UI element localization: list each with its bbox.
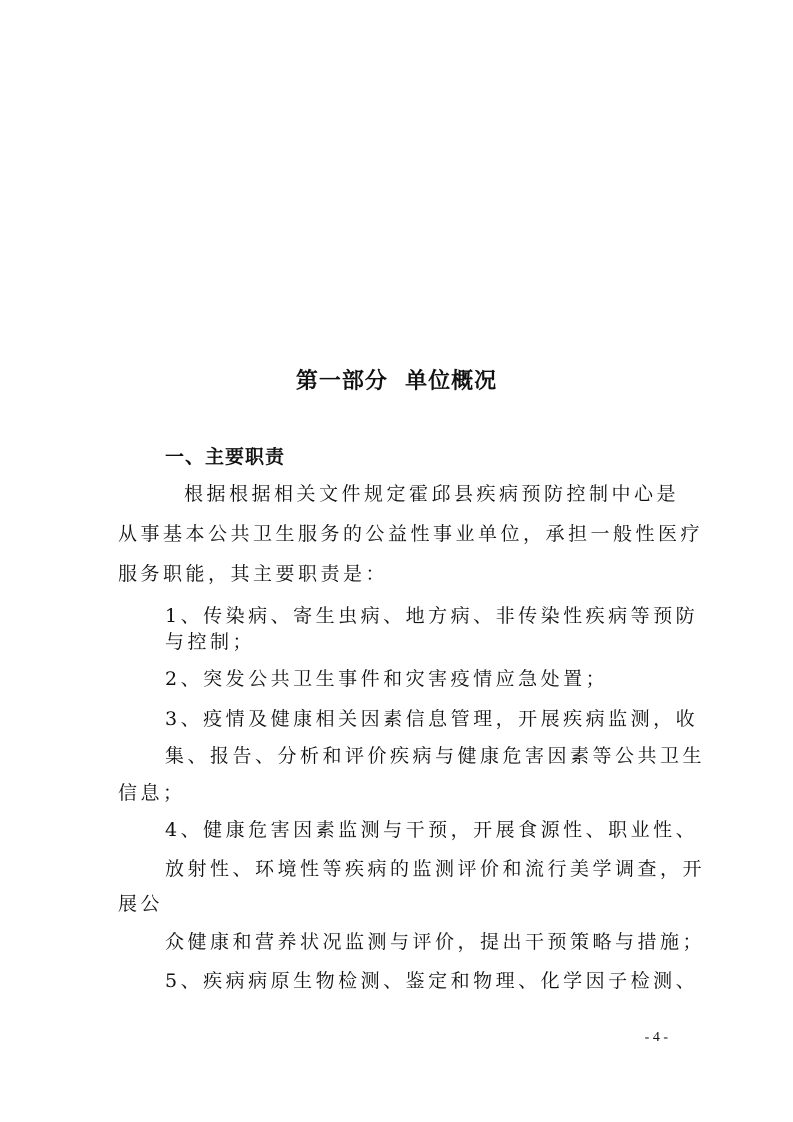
body-line-2: 从事基本公共卫生服务的公益性事业单位，承担一般性医疗	[118, 523, 704, 545]
list-item-3-line-2: 集、报告、分析和评价疾病与健康危害因素等公共卫生	[165, 745, 706, 767]
list-item-3-line-1: 3、疫情及健康相关因素信息管理，开展疾病监测，收	[165, 708, 699, 730]
list-item-5-line-1: 5、疾病病原生物检测、鉴定和物理、化学因子检测、	[165, 970, 699, 992]
list-item-4-line-2: 放射性、环境性等疾病的监测评价和流行美学调查，开	[165, 858, 706, 880]
page-number: - 4 -	[644, 1030, 668, 1045]
list-item-1-line-2: 与控制；	[165, 631, 256, 653]
list-item-4-line-4: 众健康和营养状况监测与评价，提出干预策略与措施；	[165, 931, 706, 953]
body-line-3: 服务职能，其主要职责是：	[118, 563, 389, 585]
list-item-2: 2、突发公共卫生事件和灾害疫情应急处置；	[165, 668, 609, 690]
section-heading: 一、主要职责	[165, 446, 286, 468]
list-item-4-line-3: 展公	[118, 893, 164, 915]
list-item-4-line-1: 4、健康危害因素监测与干预，开展食源性、职业性、	[165, 819, 699, 841]
part-title: 第一部分 单位概况	[295, 369, 498, 394]
list-item-1-line-1: 1、传染病、寄生虫病、地方病、非传染性疾病等预防	[165, 605, 699, 627]
list-item-3-line-3: 信息；	[118, 782, 186, 804]
body-line-1: 根据根据相关文件规定霍邱县疾病预防控制中心是	[184, 483, 680, 505]
